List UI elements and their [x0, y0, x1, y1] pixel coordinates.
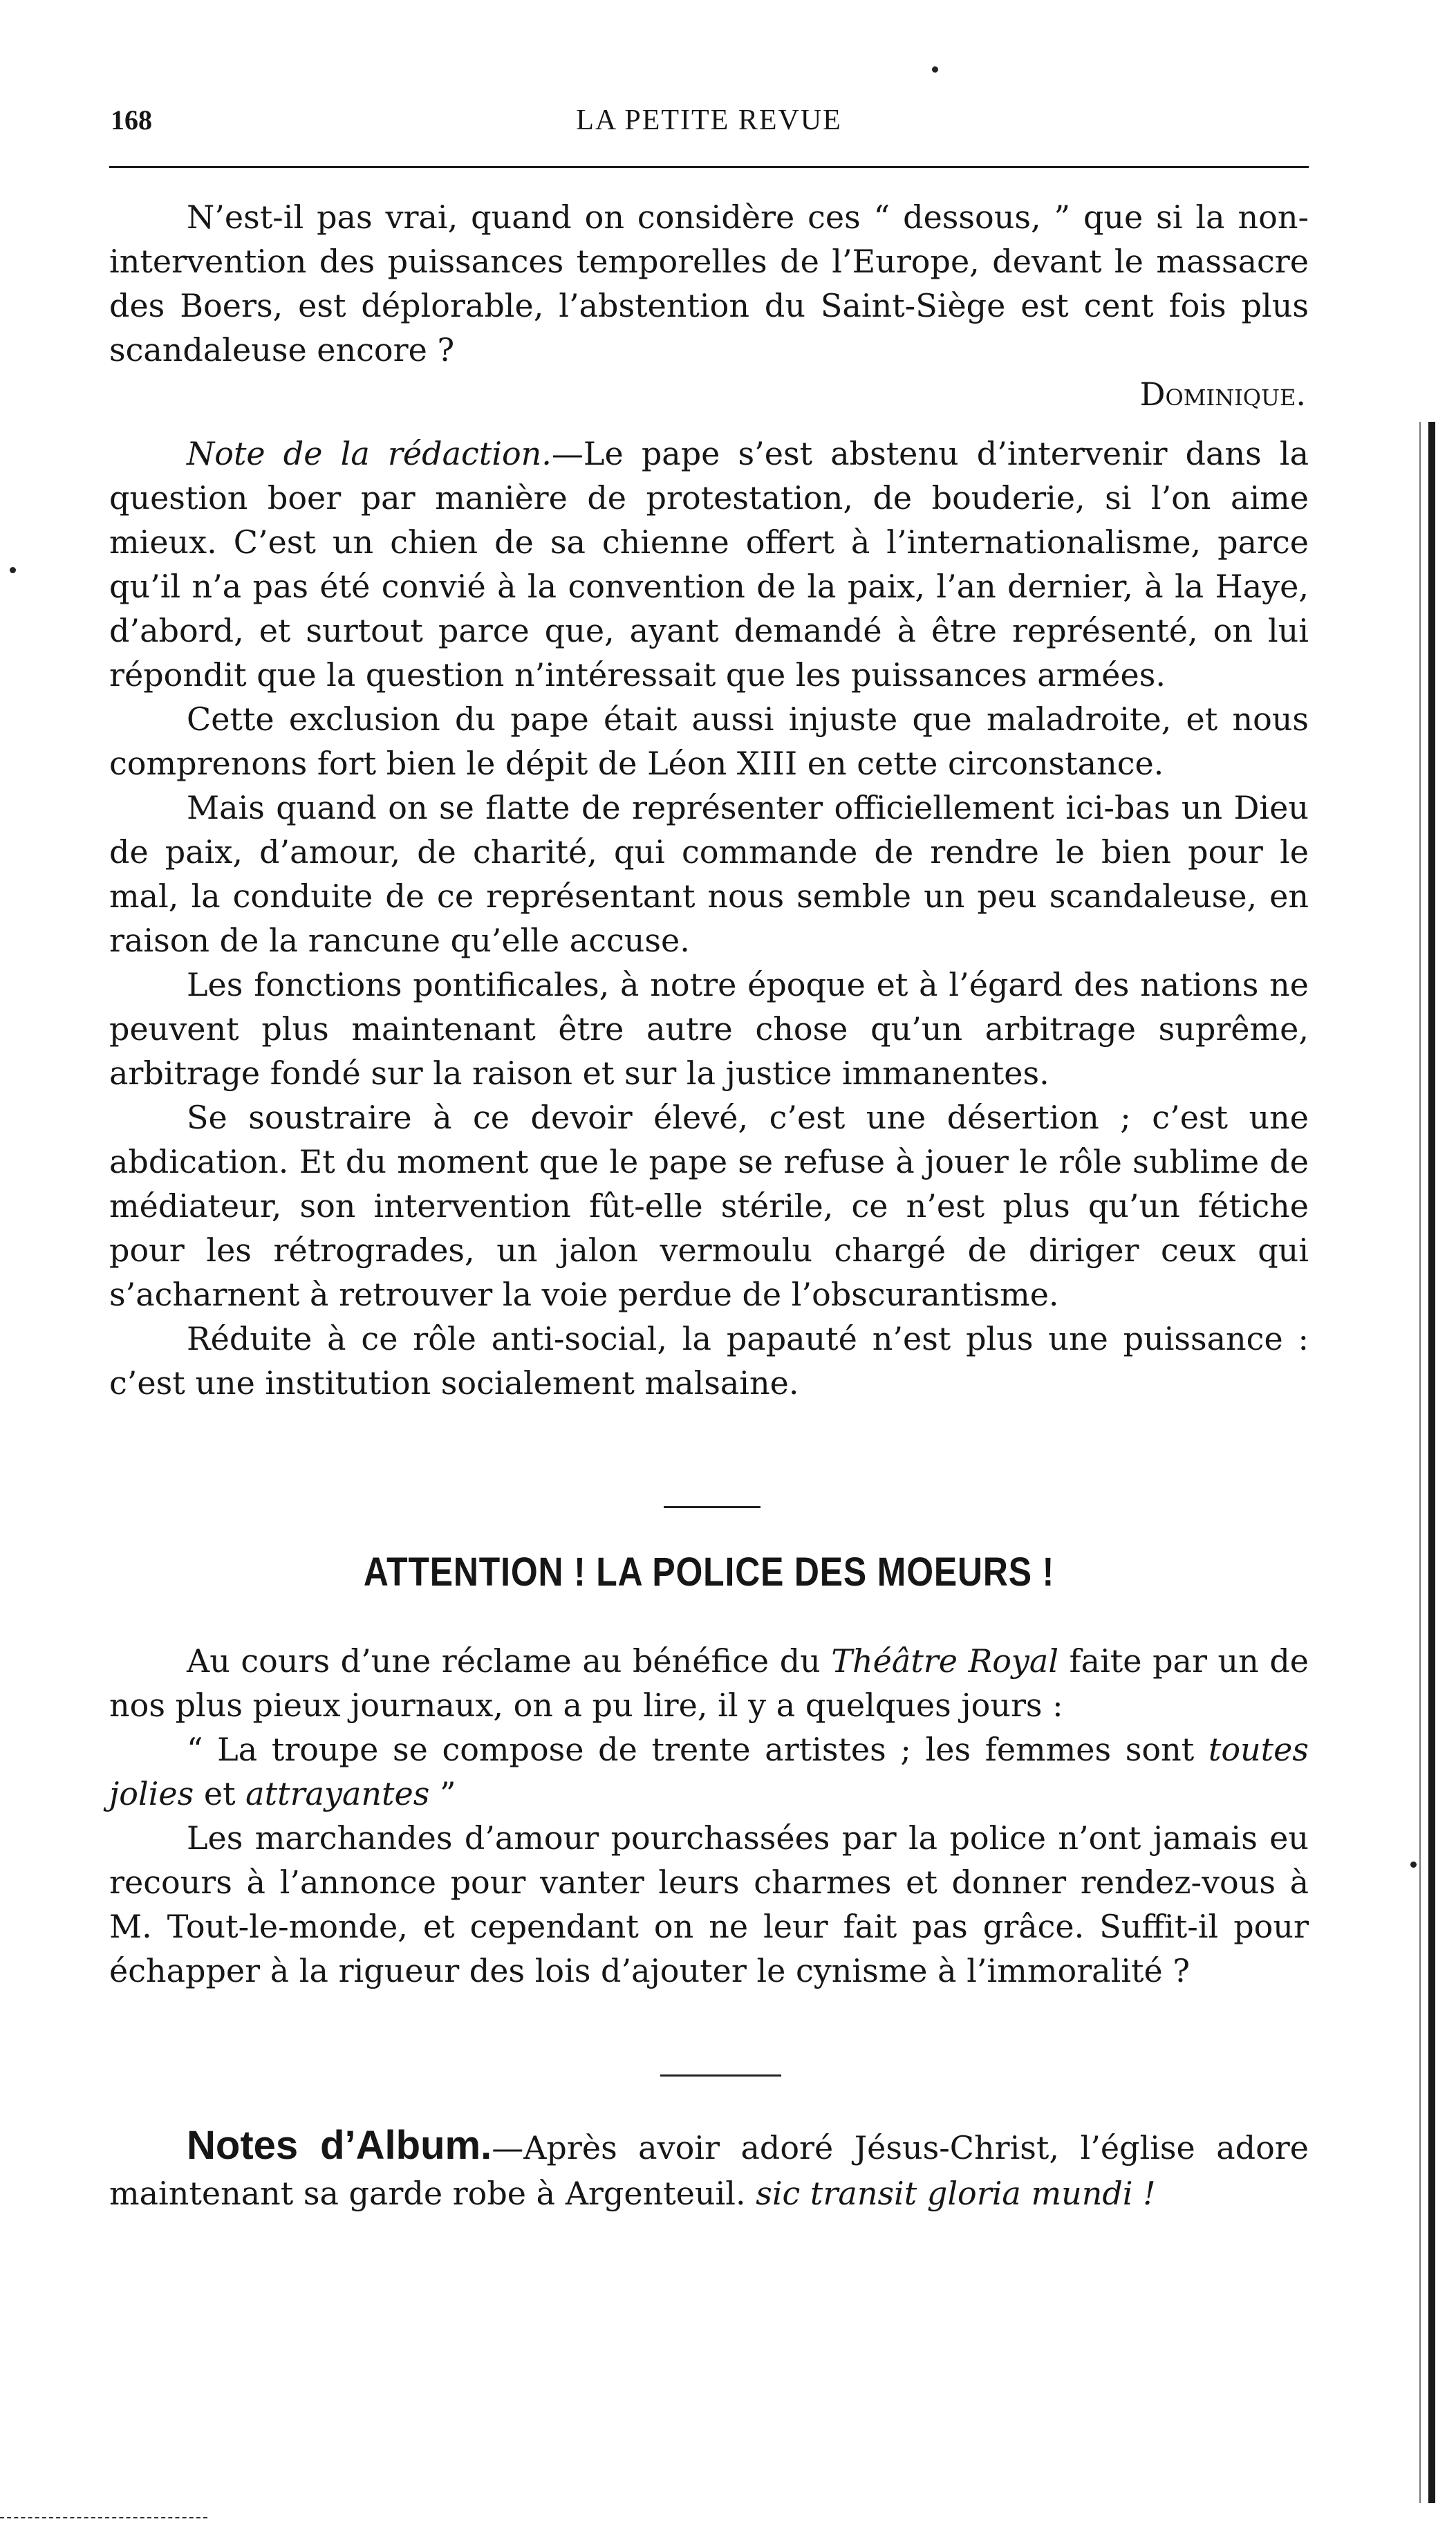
- latin-phrase: sic transit gloria mundi !: [756, 2175, 1156, 2212]
- album-label: Notes d’Album.: [187, 2123, 492, 2168]
- paragraph: Les marchandes d’amour pourchassées par la police n’ont jamais eu recours à l’annonce pour vanter leurs charmes et donner rendez-vous à M. Tout-le-monde, et cependant on ne leur fait pas grâce. Suffit-il pour échapper à la rigueur des lois d’ajouter le cynisme à l’immoralité ?: [109, 1819, 1309, 1989]
- page-header: [109, 104, 1309, 152]
- ink-speck: [1410, 1861, 1417, 1868]
- section-divider: [660, 2074, 781, 2077]
- editorial-note: [109, 431, 1309, 697]
- paragraph: Cette exclusion du pape était aussi injuste que maladroite, et nous comprenons fort bien le dépit de Léon XIII en cette circonstance.: [109, 700, 1309, 782]
- author-signature: Dominique.: [1139, 375, 1306, 413]
- theatre-name: Théâtre Royal: [831, 1642, 1059, 1680]
- album-notes: [109, 2123, 1309, 2216]
- header-rule: [109, 166, 1309, 168]
- scan-edge-line: [1419, 422, 1421, 2503]
- quotation: “ La troupe se compose de trente artistes ; les femmes sont toutes jolies et attrayantes ”: [109, 1731, 1309, 1812]
- scan-bottom-mark: [0, 2517, 207, 2518]
- paragraph: Les fonctions pontificales, à notre époque et à l’égard des nations ne peuvent plus maintenant être autre chose qu’un arbitrage suprême, arbitrage fondé sur la raison et sur la justice immanentes.: [109, 966, 1309, 1092]
- article-body: [109, 195, 1309, 1405]
- paragraph: N’est-il pas vrai, quand on considère ces “ dessous, ” que si la non-intervention des puissances temporelles de l’Europe, devant le massacre des Boers, est déplorable, l’abstention du Saint-Siège est cent fois plus scandaleuse encore ?: [109, 198, 1309, 369]
- page-number: 168: [111, 104, 152, 136]
- section-body: [109, 1639, 1309, 1993]
- paragraph: Mais quand on se flatte de représenter officiellement ici-bas un Dieu de paix, d’amour, de charité, qui commande de rendre le bien pour le mal, la conduite de ce représentant nous semble un peu scandaleuse, en raison de la rancune qu’elle accuse.: [109, 789, 1309, 959]
- paragraph: Se soustraire à ce devoir élevé, c’est une désertion ; c’est une abdication. Et du moment que le pape se refuse à jouer le rôle sublime de médiateur, son intervention fût-elle stérile, ce n’est plus qu’un fétiche pour les rétrogrades, un jalon vermoulu chargé de diriger ceux qui s’acharnent à retrouver la voie perdue de l’obscurantisme.: [109, 1099, 1309, 1313]
- section-title: ATTENTION ! LA POLICE DES MOEURS !: [363, 1550, 1055, 1595]
- paragraph: Réduite à ce rôle anti-social, la papauté n’est plus une puissance : c’est une institution socialement malsaine.: [109, 1320, 1309, 1402]
- running-title: LA PETITE REVUE: [576, 104, 842, 136]
- note-label: Note de la rédaction.: [187, 435, 552, 472]
- paragraph: Au cours d’une réclame au bénéfice du Théâtre Royal faite par un de nos plus pieux journaux, on a pu lire, il y a quelques jours :: [109, 1642, 1309, 1724]
- album-paragraph: Notes d’Album.—Après avoir adoré Jésus-Christ, l’église adore maintenant sa garde robe à Argenteuil. sic transit gloria mundi !: [109, 2123, 1309, 2212]
- ink-speck: [932, 66, 938, 73]
- ink-speck: [10, 567, 16, 573]
- scan-edge-shadow: [1428, 422, 1435, 2503]
- note-text: —Le pape s’est abstenu d’intervenir dans la question boer par manière de protestation, de bouderie, si l’on aime mieux. C’est un chien de sa chienne offert à l’internationalisme, parce qu’il n’a pas été convié à la convention de la paix, l’an dernier, à la Haye, d’abord, et surtout parce que, ayant demandé à être représenté, on lui répondit que la question n’intéressait que les puissances armées.: [109, 435, 1309, 694]
- section-divider: [664, 1506, 760, 1508]
